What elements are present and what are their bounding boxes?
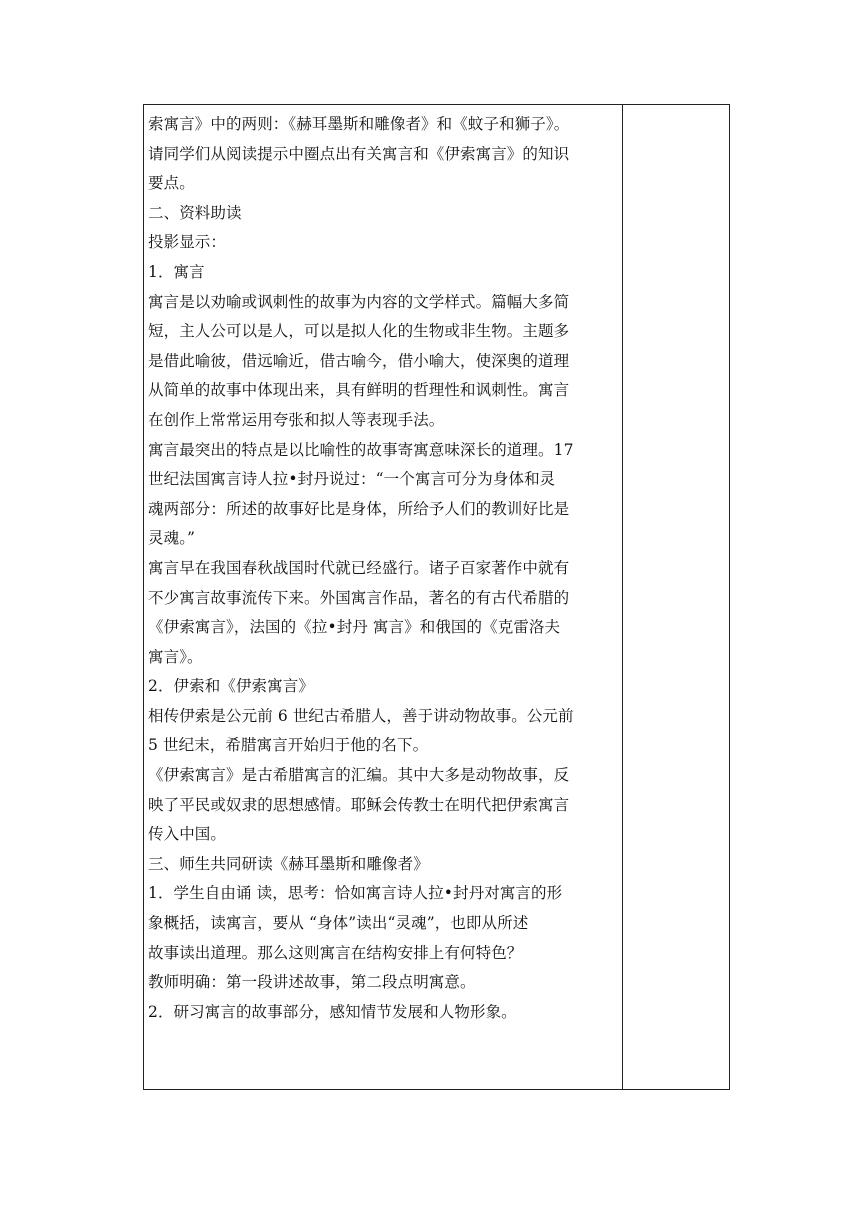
text-line: 《伊索寓言》，法国的《拉•封丹 寓言》和俄国的《克雷洛夫 <box>148 618 561 637</box>
text-line: 魂两部分：所述的故事好比是身体，所给予人们的教训好比是 <box>148 499 570 518</box>
text-line: 灵魂。” <box>148 529 196 548</box>
text-line: 索寓言》中的两则：《赫耳墨斯和雕像者》和《蚊子和狮子》。 <box>148 115 570 133</box>
text-line: 传入中国。 <box>148 825 227 844</box>
section-heading: 三、师生共同研读《赫耳墨斯和雕像者》 <box>148 854 429 873</box>
text-line: 从简单的故事中体现出来，具有鲜明的哲理性和讽刺性。寓言 <box>148 381 570 400</box>
notes-cell <box>624 105 729 1089</box>
lesson-content-cell <box>144 105 622 1089</box>
text-line: 寓言》。 <box>148 647 203 666</box>
text-line: 短，主人公可以是人，可以是拟人化的生物或非生物。主题多 <box>148 322 570 341</box>
section-heading: 二、资料助读 <box>148 203 242 222</box>
text-line: 象概括，读寓言，要从 “身体”读出“灵魂”，也即从所述 <box>148 914 529 933</box>
text-line: 投影显示： <box>148 233 227 252</box>
text-line: 《伊索寓言》是古希腊寓言的汇编。其中大多是动物故事，反 <box>148 766 570 785</box>
text-line: 在创作上常常运用夸张和拟人等表现手法。 <box>148 410 445 429</box>
text-line: 映了平民或奴隶的思想感情。耶稣会传教士在明代把伊索寓言 <box>148 795 570 814</box>
lesson-table <box>143 104 730 1090</box>
text-line: 是借此喻彼，借远喻近，借古喻今，借小喻大，使深奥的道理 <box>148 351 570 370</box>
text-line: 寓言早在我国春秋战国时代就已经盛行。诸子百家著作中就有 <box>148 558 570 577</box>
subsection-heading: 1．寓言 <box>148 262 205 281</box>
text-line: 世纪法国寓言诗人拉•封丹说过：“一个寓言可分为身体和灵 <box>148 470 556 489</box>
subsection-heading: 2．伊索和《伊索寓言》 <box>148 677 314 696</box>
text-line: 要点。 <box>148 174 195 193</box>
column-divider <box>622 105 623 1089</box>
text-line: 不少寓言故事流传下来。外国寓言作品，著名的有古代希腊的 <box>148 588 570 607</box>
text-line: 寓言最突出的特点是以比喻性的故事寄寓意味深长的道理。17 <box>148 440 574 459</box>
text-line: 故事读出道理。那么这则寓言在结构安排上有何特色？ <box>148 943 523 962</box>
text-line: 请同学们从阅读提示中圈点出有关寓言和《伊索寓言》的知识 <box>148 144 570 163</box>
text-line: 2．研习寓言的故事部分，感知情节发展和人物形象。 <box>148 1002 517 1021</box>
text-line: 教师明确：第一段讲述故事，第二段点明寓意。 <box>148 973 476 992</box>
text-line: 5 世纪末，希腊寓言开始归于他的名下。 <box>148 736 429 755</box>
text-line: 寓言是以劝喻或讽刺性的故事为内容的文学样式。篇幅大多简 <box>148 292 570 311</box>
text-line: 相传伊索是公元前 6 世纪古希腊人，善于讲动物故事。公元前 <box>148 706 574 725</box>
text-line: 1．学生自由诵 读，思考：恰如寓言诗人拉•封丹对寓言的形 <box>148 884 563 903</box>
